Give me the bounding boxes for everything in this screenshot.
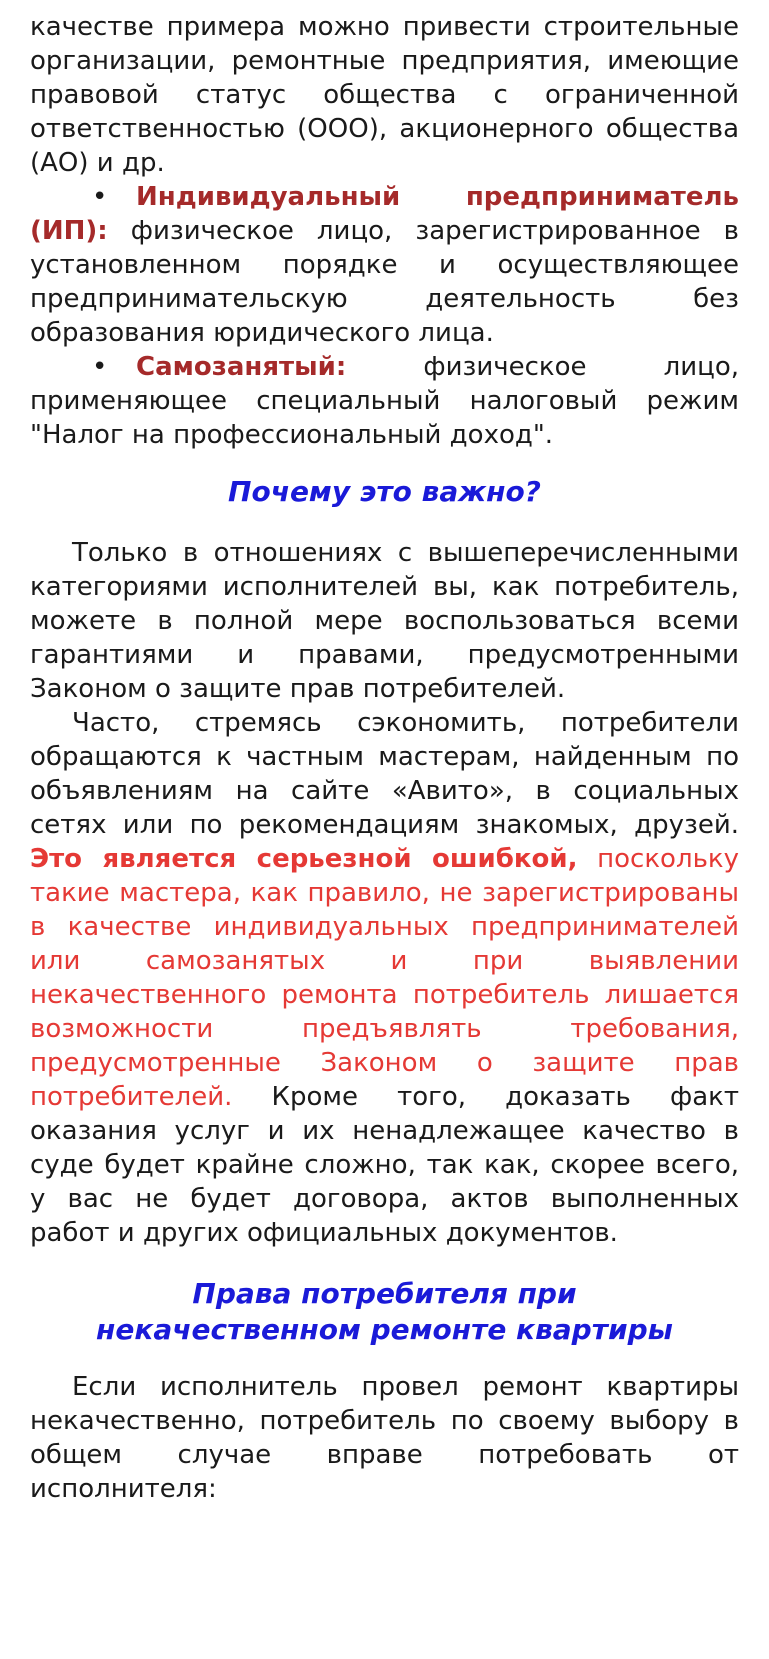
term-ip: Индивидуальный предприниматель (ИП): bbox=[30, 182, 739, 246]
term-self-employed: Самозанятый: bbox=[136, 352, 347, 382]
bullet-item-ip bbox=[30, 180, 739, 350]
why-paragraph-2 bbox=[30, 706, 739, 1250]
bullet-marker: • bbox=[92, 182, 108, 212]
heading-consumer-rights bbox=[30, 1276, 739, 1348]
bullet-item-self-employed bbox=[30, 350, 739, 452]
definition-self-employed: физическое лицо, применяющее специальный налоговый режим "Налог на профессиональный доход". bbox=[30, 352, 739, 450]
why-paragraph-1: Только в отношениях с вышеперечисленными категориями исполнителей вы, как потребитель, можете в полной мере воспользоваться всеми гарантиями и правами, предусмотренными Законом о защите прав потребителей. bbox=[30, 538, 739, 704]
heading-consumer-rights-line2: некачественном ремонте квартиры bbox=[96, 1313, 673, 1346]
heading-why-important: Почему это важно? bbox=[228, 475, 541, 508]
definition-ip: физическое лицо, зарегистрированное в установленном порядке и осуществляющее предпринимательскую деятельность без образования юридического лица. bbox=[30, 216, 739, 348]
intro-paragraph: качестве примера можно привести строительные организации, ремонтные предприятия, имеющие правовой статус общества с ограниченной ответственностью (ООО), акционерного общества (АО) и др. bbox=[30, 12, 739, 178]
rights-paragraph-1: Если исполнитель провел ремонт квартиры некачественно, потребитель по своему выбору в общем случае вправе потребовать от исполнителя: bbox=[30, 1372, 739, 1504]
heading-consumer-rights-line1: Права потребителя при bbox=[192, 1277, 577, 1310]
why-paragraph-2-start: Часто, стремясь сэкономить, потребители обращаются к частным мастерам, найденным по объявлениям на сайте «Авито», в социальных сетях или по рекомендациям знакомых, друзей. bbox=[30, 708, 739, 840]
warning-bold-text: Это является серьезной ошибкой, bbox=[30, 844, 578, 874]
warning-text: поскольку такие мастера, как правило, не зарегистрированы в качестве индивидуальных предпринимателей или самозанятых и при выявлении некачественного ремонта потребитель лишается возможности предъявлять требования, предусмотренные Законом о защите прав потребителей. bbox=[30, 844, 739, 1112]
bullet-marker: • bbox=[92, 352, 108, 382]
why-paragraph-2-end: Кроме того, доказать факт оказания услуг и их ненадлежащее качество в суде будет крайне сложно, так как, скорее всего, у вас не будет договора, актов выполненных работ и других официальных документов. bbox=[30, 1082, 739, 1248]
